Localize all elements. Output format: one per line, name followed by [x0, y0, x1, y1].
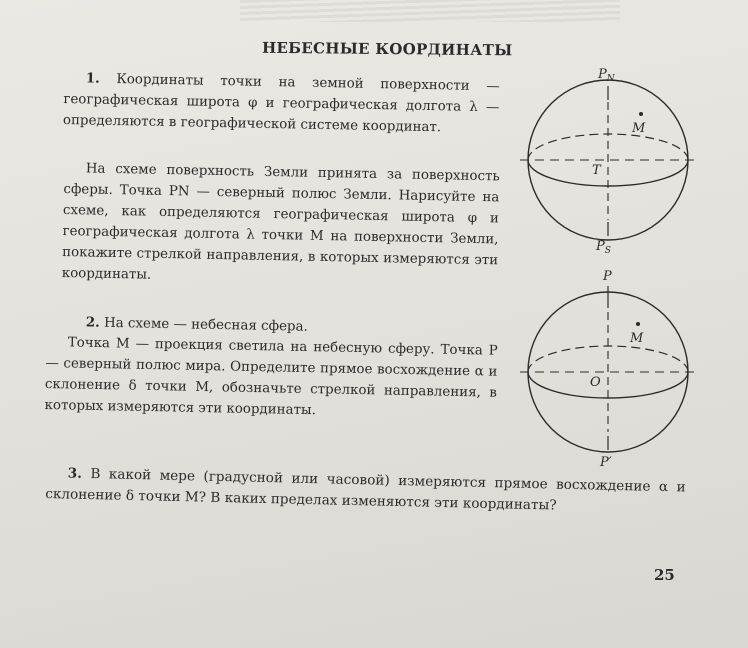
earth-south-pole-label: $P_S$: [596, 239, 611, 256]
celestial-point-m-dot: [636, 322, 640, 326]
task-1-paragraph-1: [63, 68, 500, 139]
celestial-south-pole-label: P′: [600, 455, 612, 470]
celestial-point-m-label: M: [630, 331, 644, 346]
page-title: НЕБЕСНЫЕ КООРДИНАТЫ: [261, 38, 513, 60]
celestial-sphere-diagram: [520, 268, 700, 473]
task-1-text-1: Координаты точки на земной поверхности — географическая широта φ и географическая долгота λ — определяются в географической системе координат.: [62, 72, 500, 136]
earth-north-pole-label: $P_N$: [598, 67, 615, 84]
page-number: 25: [654, 566, 675, 584]
task-3-number: 3.: [67, 465, 83, 482]
task-3-text: В какой мере (градусной или часовой) измеряются прямое восхождение α и склонение δ точки M? В каких пределах изменяются эти координаты?: [45, 466, 686, 514]
celestial-north-pole-label: P: [603, 269, 612, 284]
task-2-number: 2.: [85, 314, 100, 331]
task-1-paragraph-2: [62, 158, 500, 292]
bleed-through-text: [240, 0, 620, 22]
earth-sphere-diagram: [520, 60, 700, 275]
task-1-text-2: На схеме поверхность Земли принята за поверхность сферы. Точка PN — северный полюс Земли. Нарисуйте на схеме, как определяются географическая широта φ и географическая долгота λ точки M на поверхности Земли, покажите стрелкой направления, в которых измеряются эти координаты.: [61, 161, 500, 283]
earth-center-label: T: [592, 163, 601, 178]
task-2-text-2: Точка M — проекция светила на небесную сферу. Точка P — северный полюс мира. Определите прямое восхождение α и склонение δ точки M, обозначьте стрелкой направления, в которых измеряются эти координаты.: [44, 335, 498, 419]
celestial-center-label: O: [590, 375, 601, 390]
task-2-paragraph-2: [44, 332, 498, 425]
earth-point-m-dot: [639, 112, 643, 116]
task-2-text-1: На схеме — небесная сфера.: [103, 315, 308, 335]
earth-point-m-label: M: [632, 121, 646, 136]
task-1-number: 1.: [85, 70, 100, 87]
